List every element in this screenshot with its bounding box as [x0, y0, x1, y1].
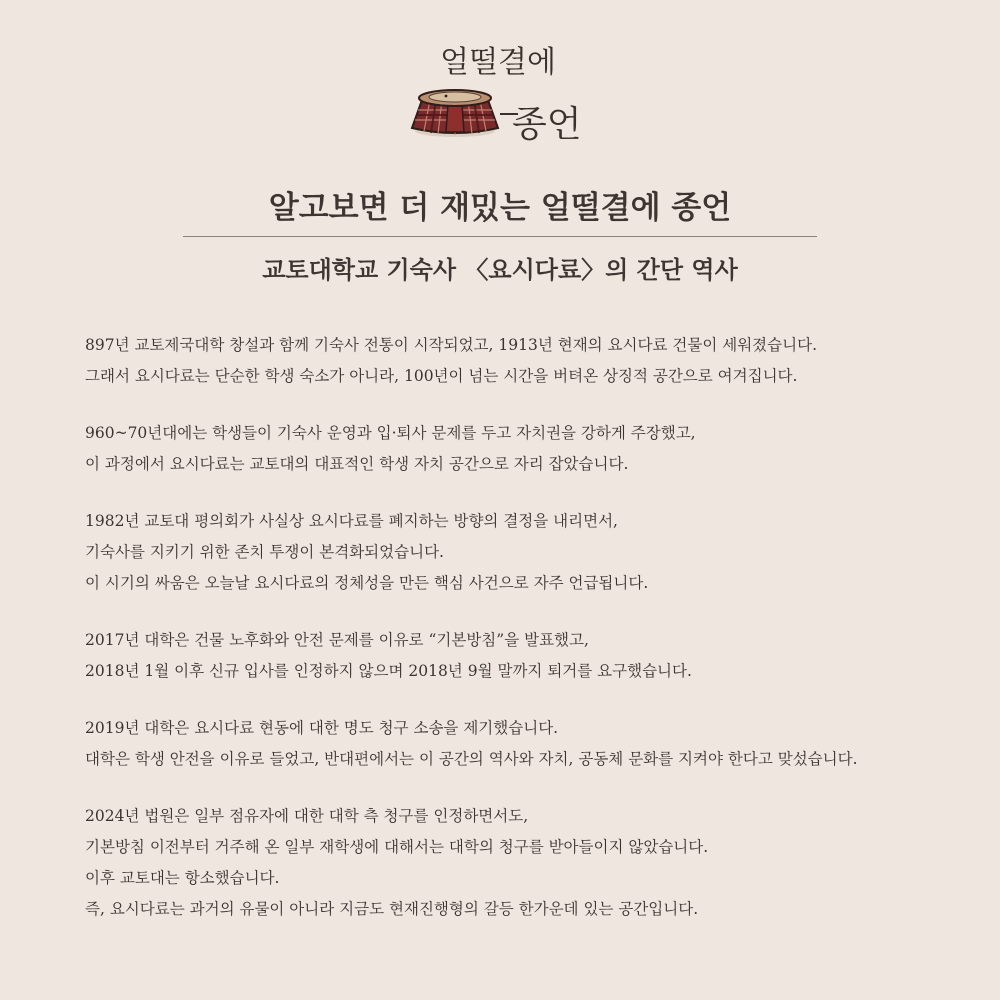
paragraph-line: 2019년 대학은 요시다료 현동에 대한 명도 청구 소송을 제기했습니다.	[85, 719, 559, 737]
title-divider	[183, 236, 817, 237]
paragraph-1982	[85, 506, 945, 599]
page-title: 알고보면 더 재밌는 얼떨결에 종언	[268, 190, 732, 226]
paragraph-founding	[85, 330, 945, 392]
history-body	[85, 330, 945, 951]
paragraph-line: 기본방침 이전부터 거주해 온 일부 재학생에 대해서는 대학의 청구를 받아들이지 않았습니다.	[85, 838, 709, 856]
paragraph-line: 1982년 교토대 평의회가 사실상 요시다료를 폐지하는 방향의 결정을 내리면서,	[85, 512, 618, 530]
svg-text:얼떨결에: 얼떨결에	[440, 45, 556, 80]
paragraph-line: 즉, 요시다료는 과거의 유물이 아니라 지금도 현재진행형의 갈등 한가운데 있는 공간입니다.	[85, 900, 699, 918]
paragraph-line: 이 과정에서 요시다료는 교토대의 대표적인 학생 자치 공간으로 자리 잡았습니다.	[85, 455, 629, 473]
paragraph-line: 기숙사를 지키기 위한 존치 투쟁이 본격화되었습니다.	[85, 543, 444, 561]
svg-text:종언: 종언	[512, 104, 582, 145]
wicker-hat-icon	[400, 28, 600, 156]
paragraph-2024	[85, 801, 945, 925]
paragraph-line: 이 시기의 싸움은 오늘날 요시다료의 정체성을 만든 핵심 사건으로 자주 언급됩니다.	[85, 574, 649, 592]
paragraph-2019	[85, 713, 945, 775]
paragraph-line: 960~70년대에는 학생들이 기숙사 운영과 입·퇴사 문제를 두고 자치권을 강하게 주장했고,	[85, 424, 696, 442]
page-subtitle: 교토대학교 기숙사 〈요시다료〉의 간단 역사	[262, 255, 738, 284]
paragraph-line: 2024년 법원은 일부 점유자에 대한 대학 측 청구를 인정하면서도,	[85, 807, 529, 825]
paragraph-line: 2018년 1월 이후 신규 입사를 인정하지 않으며 2018년 9월 말까지 퇴거를 요구했습니다.	[85, 662, 692, 680]
logo	[400, 28, 600, 156]
paragraph-line: 대학은 학생 안전을 이유로 들었고, 반대편에서는 이 공간의 역사와 자치, 공동체 문화를 지켜야 한다고 맞섰습니다.	[85, 750, 858, 768]
paragraph-line: 이후 교토대는 항소했습니다.	[85, 869, 280, 887]
paragraph-line: 897년 교토제국대학 창설과 함께 기숙사 전통이 시작되었고, 1913년 현재의 요시다료 건물이 세워졌습니다.	[85, 336, 818, 354]
paragraph-line: 그래서 요시다료는 단순한 학생 숙소가 아니라, 100년이 넘는 시간을 버텨온 상징적 공간으로 여겨집니다.	[85, 367, 798, 385]
paragraph-line: 2017년 대학은 건물 노후화와 안전 문제를 이유로 “기본방침”을 발표했고,	[85, 631, 589, 649]
paragraph-2017	[85, 625, 945, 687]
paragraph-autonomy	[85, 418, 945, 480]
